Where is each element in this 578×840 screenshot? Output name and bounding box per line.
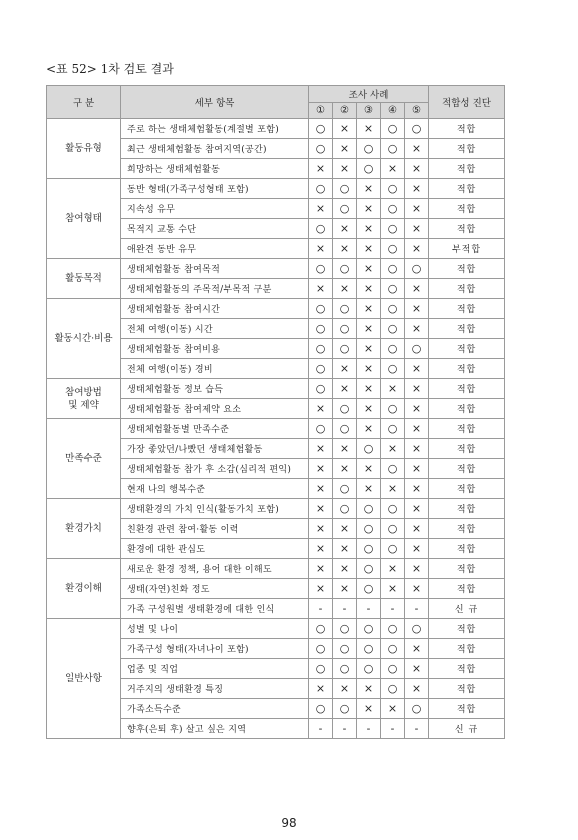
verdict-cell: 적합 <box>429 579 505 599</box>
item-cell: 거주지의 생태환경 특징 <box>121 679 309 699</box>
verdict-cell: 부적합 <box>429 239 505 259</box>
item-cell: 생태환경의 가치 인식(활동가치 포함) <box>121 499 309 519</box>
case-1-mark: ○ <box>309 219 333 239</box>
case-1-mark: × <box>309 559 333 579</box>
case-1-mark: × <box>309 579 333 599</box>
case-3-mark: × <box>357 379 381 399</box>
case-2-mark: - <box>333 719 357 739</box>
verdict-cell: 적합 <box>429 639 505 659</box>
case-3-mark: × <box>357 339 381 359</box>
item-cell: 향후(은퇴 후) 살고 싶은 지역 <box>121 719 309 739</box>
case-5-mark: × <box>405 419 429 439</box>
case-5-mark: × <box>405 659 429 679</box>
case-1-mark: ○ <box>309 319 333 339</box>
header-cases-group: 조사 사례 <box>309 86 429 103</box>
header-case-1: ① <box>309 103 333 119</box>
case-1-mark: ○ <box>309 379 333 399</box>
case-2-mark: - <box>333 599 357 619</box>
case-3-mark: × <box>357 219 381 239</box>
item-cell: 가족소득수준 <box>121 699 309 719</box>
verdict-cell: 적합 <box>429 459 505 479</box>
case-4-mark: - <box>381 599 405 619</box>
case-3-mark: ○ <box>357 499 381 519</box>
verdict-cell: 적합 <box>429 519 505 539</box>
table-caption: <표 52> 1차 검토 결과 <box>46 62 174 76</box>
case-4-mark: - <box>381 719 405 739</box>
case-1-mark: ○ <box>309 259 333 279</box>
case-5-mark: × <box>405 559 429 579</box>
case-4-mark: × <box>381 559 405 579</box>
item-cell: 전체 여행(이동) 경비 <box>121 359 309 379</box>
item-cell: 생태체험활동 참가 후 소감(심리적 편익) <box>121 459 309 479</box>
case-4-mark: ○ <box>381 399 405 419</box>
case-2-mark: ○ <box>333 399 357 419</box>
verdict-cell: 적합 <box>429 699 505 719</box>
case-1-mark: - <box>309 599 333 619</box>
case-3-mark: × <box>357 299 381 319</box>
header-case-3: ③ <box>357 103 381 119</box>
case-1-mark: ○ <box>309 119 333 139</box>
item-cell: 생태체험활동 참여제약 요소 <box>121 399 309 419</box>
case-3-mark: × <box>357 419 381 439</box>
case-1-mark: ○ <box>309 699 333 719</box>
case-2-mark: × <box>333 519 357 539</box>
item-cell: 주로 하는 생태체험활동(계절별 포함) <box>121 119 309 139</box>
category-cell: 일반사항 <box>47 619 121 739</box>
case-4-mark: ○ <box>381 259 405 279</box>
item-cell: 현재 나의 행복수준 <box>121 479 309 499</box>
case-1-mark: ○ <box>309 299 333 319</box>
table-row <box>47 419 505 439</box>
case-5-mark: × <box>405 479 429 499</box>
category-cell: 만족수준 <box>47 419 121 499</box>
case-1-mark: × <box>309 399 333 419</box>
case-3-mark: × <box>357 119 381 139</box>
case-2-mark: ○ <box>333 339 357 359</box>
item-cell: 목적지 교통 수단 <box>121 219 309 239</box>
case-2-mark: ○ <box>333 659 357 679</box>
case-4-mark: ○ <box>381 219 405 239</box>
case-5-mark: ○ <box>405 339 429 359</box>
table-row <box>47 299 505 319</box>
case-1-mark: - <box>309 719 333 739</box>
verdict-cell: 적합 <box>429 299 505 319</box>
case-5-mark: × <box>405 139 429 159</box>
category-cell: 활동시간·비용 <box>47 299 121 379</box>
verdict-cell: 적합 <box>429 379 505 399</box>
case-1-mark: × <box>309 499 333 519</box>
category-cell: 환경이해 <box>47 559 121 619</box>
case-2-mark: × <box>333 279 357 299</box>
case-5-mark: ○ <box>405 699 429 719</box>
page-number: 98 <box>281 816 297 830</box>
item-cell: 생태체험활동 정보 습득 <box>121 379 309 399</box>
item-cell: 생태(자연)친화 정도 <box>121 579 309 599</box>
case-2-mark: ○ <box>333 259 357 279</box>
case-2-mark: × <box>333 539 357 559</box>
case-3-mark: × <box>357 459 381 479</box>
case-1-mark: ○ <box>309 139 333 159</box>
case-2-mark: × <box>333 219 357 239</box>
case-5-mark: × <box>405 499 429 519</box>
verdict-cell: 적합 <box>429 179 505 199</box>
table-body <box>47 119 505 739</box>
item-cell: 가장 좋았던/나빴던 생태체험활동 <box>121 439 309 459</box>
case-4-mark: ○ <box>381 179 405 199</box>
case-3-mark: ○ <box>357 139 381 159</box>
case-3-mark: × <box>357 679 381 699</box>
case-5-mark: × <box>405 639 429 659</box>
verdict-cell: 적합 <box>429 319 505 339</box>
case-5-mark: × <box>405 279 429 299</box>
item-cell: 생태체험활동의 주목적/부목적 구분 <box>121 279 309 299</box>
case-5-mark: × <box>405 159 429 179</box>
category-cell: 참여방법 및 제약 <box>47 379 121 419</box>
case-4-mark: ○ <box>381 319 405 339</box>
case-3-mark: ○ <box>357 519 381 539</box>
case-4-mark: ○ <box>381 279 405 299</box>
verdict-cell: 적합 <box>429 119 505 139</box>
case-2-mark: × <box>333 119 357 139</box>
verdict-cell: 적합 <box>429 439 505 459</box>
verdict-cell: 적합 <box>429 539 505 559</box>
case-4-mark: × <box>381 699 405 719</box>
case-3-mark: ○ <box>357 639 381 659</box>
header-item: 세부 항목 <box>121 86 309 119</box>
category-cell: 활동목적 <box>47 259 121 299</box>
case-1-mark: ○ <box>309 419 333 439</box>
case-2-mark: × <box>333 359 357 379</box>
case-2-mark: ○ <box>333 479 357 499</box>
case-3-mark: ○ <box>357 579 381 599</box>
case-2-mark: × <box>333 239 357 259</box>
item-cell: 생태체험활동 참여비용 <box>121 339 309 359</box>
case-1-mark: × <box>309 679 333 699</box>
verdict-cell: 적합 <box>429 679 505 699</box>
case-1-mark: × <box>309 199 333 219</box>
table-row <box>47 559 505 579</box>
case-5-mark: - <box>405 599 429 619</box>
verdict-cell: 적합 <box>429 219 505 239</box>
verdict-cell: 적합 <box>429 359 505 379</box>
case-4-mark: ○ <box>381 679 405 699</box>
table-row <box>47 379 505 399</box>
case-1-mark: × <box>309 159 333 179</box>
case-4-mark: ○ <box>381 459 405 479</box>
item-cell: 생태체험활동별 만족수준 <box>121 419 309 439</box>
case-3-mark: ○ <box>357 619 381 639</box>
case-3-mark: - <box>357 599 381 619</box>
item-cell: 희망하는 생태체험활동 <box>121 159 309 179</box>
case-3-mark: × <box>357 319 381 339</box>
case-4-mark: ○ <box>381 539 405 559</box>
case-1-mark: × <box>309 519 333 539</box>
case-1-mark: × <box>309 459 333 479</box>
case-3-mark: ○ <box>357 539 381 559</box>
case-2-mark: × <box>333 379 357 399</box>
case-5-mark: × <box>405 439 429 459</box>
item-cell: 친환경 관련 참여·활동 이력 <box>121 519 309 539</box>
case-1-mark: ○ <box>309 639 333 659</box>
verdict-cell: 적합 <box>429 499 505 519</box>
case-2-mark: × <box>333 579 357 599</box>
verdict-cell: 신 규 <box>429 719 505 739</box>
header-verdict: 적합성 진단 <box>429 86 505 119</box>
case-4-mark: ○ <box>381 419 405 439</box>
case-2-mark: ○ <box>333 499 357 519</box>
case-4-mark: ○ <box>381 139 405 159</box>
case-4-mark: ○ <box>381 659 405 679</box>
item-cell: 새로운 환경 정책, 용어 대한 이해도 <box>121 559 309 579</box>
case-2-mark: ○ <box>333 199 357 219</box>
case-2-mark: ○ <box>333 639 357 659</box>
case-5-mark: × <box>405 179 429 199</box>
case-2-mark: ○ <box>333 179 357 199</box>
case-5-mark: - <box>405 719 429 739</box>
header-case-5: ⑤ <box>405 103 429 119</box>
item-cell: 최근 생태체험활동 참여지역(공간) <box>121 139 309 159</box>
case-5-mark: × <box>405 379 429 399</box>
verdict-cell: 적합 <box>429 159 505 179</box>
case-3-mark: ○ <box>357 659 381 679</box>
case-1-mark: ○ <box>309 659 333 679</box>
case-3-mark: × <box>357 279 381 299</box>
verdict-cell: 적합 <box>429 659 505 679</box>
table-row <box>47 119 505 139</box>
case-3-mark: ○ <box>357 439 381 459</box>
case-5-mark: × <box>405 459 429 479</box>
case-4-mark: ○ <box>381 119 405 139</box>
header-category: 구 분 <box>47 86 121 119</box>
item-cell: 환경에 대한 관심도 <box>121 539 309 559</box>
case-2-mark: ○ <box>333 299 357 319</box>
case-5-mark: ○ <box>405 119 429 139</box>
case-5-mark: × <box>405 359 429 379</box>
case-1-mark: ○ <box>309 179 333 199</box>
item-cell: 업종 및 직업 <box>121 659 309 679</box>
case-3-mark: × <box>357 359 381 379</box>
item-cell: 생태체험활동 참여목적 <box>121 259 309 279</box>
case-3-mark: × <box>357 399 381 419</box>
case-2-mark: ○ <box>333 419 357 439</box>
case-5-mark: × <box>405 679 429 699</box>
case-2-mark: ○ <box>333 319 357 339</box>
case-5-mark: × <box>405 319 429 339</box>
case-4-mark: × <box>381 439 405 459</box>
verdict-cell: 적합 <box>429 419 505 439</box>
category-cell: 환경가치 <box>47 499 121 559</box>
case-3-mark: × <box>357 259 381 279</box>
case-5-mark: × <box>405 199 429 219</box>
case-2-mark: ○ <box>333 619 357 639</box>
case-5-mark: × <box>405 299 429 319</box>
item-cell: 생태체험활동 참여시간 <box>121 299 309 319</box>
case-4-mark: ○ <box>381 199 405 219</box>
category-cell: 참여형태 <box>47 179 121 259</box>
table-row <box>47 259 505 279</box>
category-cell: 활동유형 <box>47 119 121 179</box>
table-row <box>47 179 505 199</box>
review-results-table <box>46 85 505 739</box>
case-4-mark: ○ <box>381 499 405 519</box>
case-5-mark: × <box>405 219 429 239</box>
case-2-mark: × <box>333 139 357 159</box>
case-2-mark: × <box>333 159 357 179</box>
case-1-mark: × <box>309 539 333 559</box>
case-5-mark: × <box>405 519 429 539</box>
case-3-mark: ○ <box>357 559 381 579</box>
item-cell: 애완견 동반 유무 <box>121 239 309 259</box>
case-4-mark: ○ <box>381 339 405 359</box>
case-1-mark: ○ <box>309 339 333 359</box>
case-2-mark: × <box>333 559 357 579</box>
case-4-mark: × <box>381 579 405 599</box>
case-1-mark: ○ <box>309 359 333 379</box>
verdict-cell: 적합 <box>429 339 505 359</box>
verdict-cell: 적합 <box>429 259 505 279</box>
verdict-cell: 적합 <box>429 399 505 419</box>
case-5-mark: × <box>405 579 429 599</box>
case-3-mark: × <box>357 199 381 219</box>
item-cell: 성별 및 나이 <box>121 619 309 639</box>
case-2-mark: ○ <box>333 699 357 719</box>
case-2-mark: × <box>333 459 357 479</box>
verdict-cell: 적합 <box>429 139 505 159</box>
item-cell: 전체 여행(이동) 시간 <box>121 319 309 339</box>
case-3-mark: - <box>357 719 381 739</box>
case-5-mark: × <box>405 399 429 419</box>
case-4-mark: ○ <box>381 359 405 379</box>
verdict-cell: 신 규 <box>429 599 505 619</box>
case-4-mark: ○ <box>381 639 405 659</box>
case-4-mark: ○ <box>381 239 405 259</box>
verdict-cell: 적합 <box>429 279 505 299</box>
item-cell: 지속성 유무 <box>121 199 309 219</box>
header-case-4: ④ <box>381 103 405 119</box>
case-3-mark: × <box>357 239 381 259</box>
case-1-mark: ○ <box>309 619 333 639</box>
case-4-mark: ○ <box>381 519 405 539</box>
case-2-mark: × <box>333 679 357 699</box>
item-cell: 동반 형태(가족구성형태 포함) <box>121 179 309 199</box>
case-4-mark: ○ <box>381 619 405 639</box>
case-5-mark: × <box>405 539 429 559</box>
item-cell: 가족구성 형태(자녀나이 포함) <box>121 639 309 659</box>
case-4-mark: × <box>381 379 405 399</box>
case-4-mark: × <box>381 479 405 499</box>
case-1-mark: × <box>309 239 333 259</box>
case-3-mark: ○ <box>357 159 381 179</box>
case-2-mark: × <box>333 439 357 459</box>
verdict-cell: 적합 <box>429 199 505 219</box>
item-cell: 가족 구성원별 생태환경에 대한 인식 <box>121 599 309 619</box>
case-4-mark: × <box>381 159 405 179</box>
case-4-mark: ○ <box>381 299 405 319</box>
case-3-mark: × <box>357 179 381 199</box>
verdict-cell: 적합 <box>429 559 505 579</box>
case-1-mark: × <box>309 279 333 299</box>
table-row <box>47 619 505 639</box>
header-case-2: ② <box>333 103 357 119</box>
table-row <box>47 499 505 519</box>
case-5-mark: ○ <box>405 259 429 279</box>
case-3-mark: × <box>357 699 381 719</box>
case-3-mark: × <box>357 479 381 499</box>
case-1-mark: × <box>309 479 333 499</box>
case-5-mark: × <box>405 239 429 259</box>
verdict-cell: 적합 <box>429 619 505 639</box>
verdict-cell: 적합 <box>429 479 505 499</box>
case-5-mark: ○ <box>405 619 429 639</box>
case-1-mark: × <box>309 439 333 459</box>
